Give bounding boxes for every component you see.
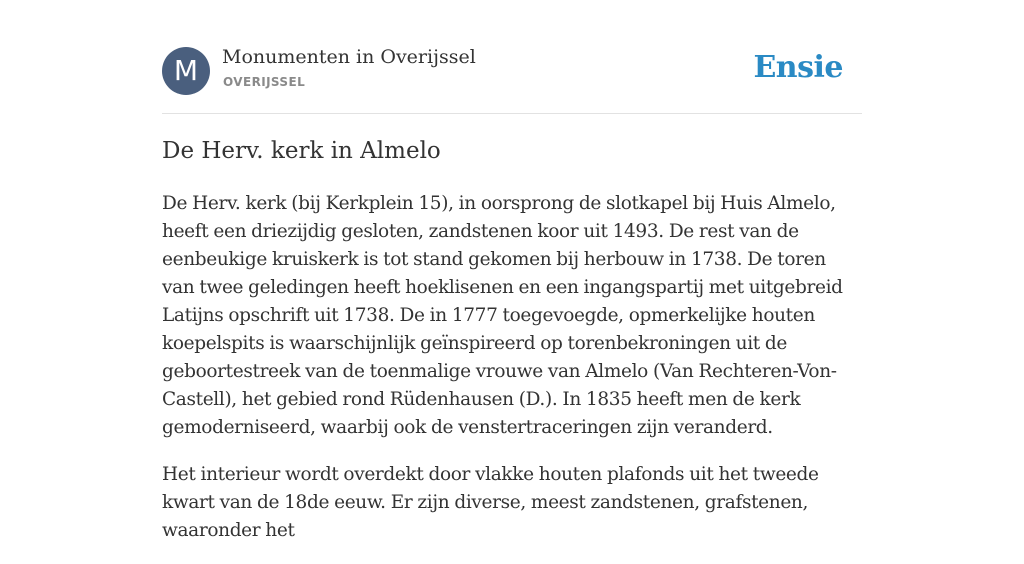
article-body xyxy=(162,190,862,564)
article-paragraph: Het interieur wordt overdekt door vlakke houten plafonds uit het tweede kwart van de 18de eeuw. Er zijn diverse, meest zandstenen, grafstenen, waaronder het xyxy=(162,464,819,541)
brand-logo[interactable]: Ensie xyxy=(753,50,843,85)
article-paragraph: De Herv. kerk (bij Kerkplein 15), in oorsprong de slotkapel bij Huis Almelo, heeft een driezijdig gesloten, zandstenen koor uit 1493. De rest van de eenbeukige kruiskerk is tot stand gekomen bij herbouw in 1738. De toren van twee geledingen heeft hoeklisenen en een ingangspartij met uitgebreid Latijns opschrift uit 1738. De in 1777 toegevoegde, opmerkelijke houten koepelspits is waarschijnlijk geïnspireerd op torenbekroningen uit de geboortestreek van de toenmalige vrouwe van Almelo (Van Rechteren-Von-Castell), het gebied rond Rüdenhausen (D.). In 1835 heeft men de kerk gemoderniseerd, waarbij ook de venstertraceringen zijn veranderd. xyxy=(162,193,843,438)
avatar[interactable]: M xyxy=(162,47,210,95)
collection-title[interactable]: Monumenten in Overijssel xyxy=(222,46,476,68)
article-title: De Herv. kerk in Almelo xyxy=(162,138,441,164)
page xyxy=(162,0,862,541)
collection-subtitle[interactable]: OVERIJSSEL xyxy=(223,75,306,89)
header xyxy=(162,0,862,114)
